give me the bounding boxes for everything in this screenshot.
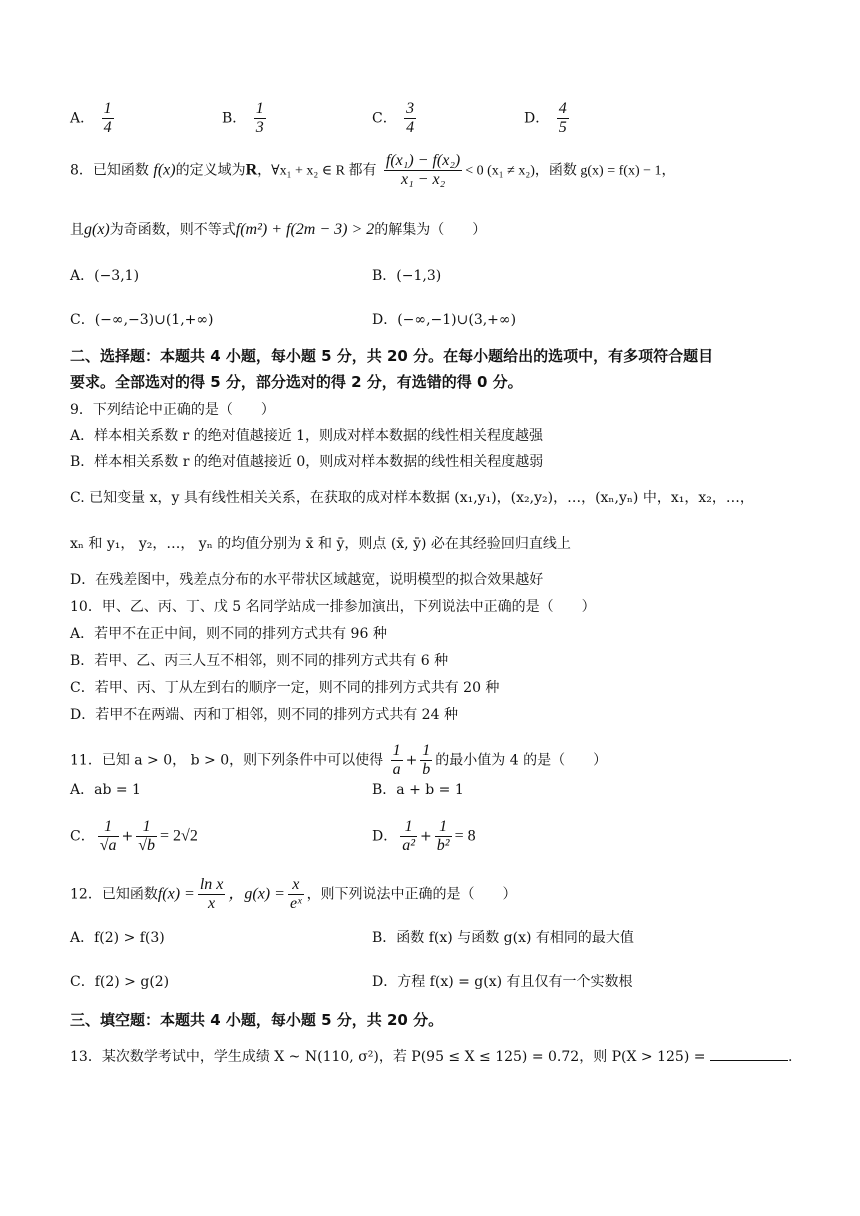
q9-option-b: B．样本相关系数 r 的绝对值越接近 0，则成对样本数据的线性相关程度越弱: [70, 454, 544, 470]
q12-stem: 12．已知函数f(x) = $\frac{\text{ln x}}{x}$ ，g(x) = $\frac{x}{\text{eˣ}}$ ，则下列说法中正确的是（ ）: [70, 876, 517, 912]
q11-d-frac-b: $\frac{1}{\text{b²}}$: [436, 818, 450, 854]
q9-stem: 9．下列结论中正确的是（ ）: [70, 402, 275, 418]
section2-heading-line1: 二、选择题：本题共 4 小题，每小题 5 分，共 20 分。在每小题给出的选项中，有多项符合题目: [70, 347, 714, 365]
q9-option-a: A．样本相关系数 r 的绝对值越接近 1，则成对样本数据的线性相关程度越强: [70, 428, 544, 444]
q11-c-frac-b: $\frac{1}{√b}$: [138, 818, 156, 854]
q11-option-b: B．a + b = 1: [372, 782, 464, 798]
q7-option-c: [372, 100, 419, 137]
q7-option-d-label: D．: [524, 110, 550, 127]
q7-option-c-fraction: $\frac{3}{4}$: [406, 100, 415, 136]
q8-stem-line2: 且g(x)为奇函数，则不等式f(m²) + f(2m − 3) > 2的解集为（ ）: [70, 221, 487, 238]
q11-option-a: A．ab = 1: [70, 782, 141, 798]
q9-option-c-line1: C. 已知变量 x，y 具有线性相关关系，在获取的成对样本数据 (x₁,y₁)，(x₂,y₂)，…，(xₙ,yₙ) 中，x₁，x₂，…，: [70, 490, 754, 506]
q11-option-d: D． $\frac{1}{\text{a²}}$ + $\frac{1}{\text{b²}}$ = 8: [372, 818, 476, 854]
q13-answer-blank[interactable]: [710, 1046, 788, 1061]
q8-stem-line1: 8．已知函数 f(x)的定义域为R，∀x₁ + x₂ ∈ R 都有 $\frac{\text{f(x₁) − f(x₂)}}{\text{x₁ − x₂}}$ < 0 (x₁ ≠ x₂)，函数 g(x) = f(x) − 1，: [70, 152, 676, 188]
q8-option-d: D．(−∞,−1)∪(3,+∞): [372, 312, 517, 328]
q10-option-c: C．若甲、丙、丁从左到右的顺序一定，则不同的排列方式共有 20 种: [70, 680, 500, 696]
q7-option-a: [70, 100, 117, 137]
q8-option-a: A．(−3,1): [70, 268, 140, 284]
q7-option-b-fraction: $\frac{1}{3}$: [255, 100, 264, 136]
q10-stem: 10．甲、乙、丙、丁、戊 5 名同学站成一排参加演出，下列说法中正确的是（ ）: [70, 599, 596, 615]
q12-f-fraction: $\frac{\text{ln x}}{x}$: [199, 876, 224, 912]
q8-fraction: $\frac{\text{f(x₁) − f(x₂)}}{\text{x₁ − x₂}}$: [385, 152, 461, 188]
q11-stem: 11．已知 a > 0， b > 0，则下列条件中可以使得 $\frac{1}{a}$ + $\frac{1}{b}$ 的最小值为 4 的是（ ）: [70, 742, 608, 778]
q7-option-d-fraction: $\frac{4}{5}$: [558, 100, 567, 136]
q7-option-b: [222, 100, 269, 137]
q7-option-b-label: B．: [222, 110, 247, 127]
q8-option-c: C．(−∞,−3)∪(1,+∞): [70, 312, 214, 328]
q10-option-a: A．若甲不在正中间，则不同的排列方式共有 96 种: [70, 626, 387, 642]
q9-option-c-line2: xₙ 和 y₁， y₂，…， yₙ 的均值分别为 x̄ 和 ȳ，则点 (x̄, ȳ) 必在其经验回归直线上: [70, 536, 571, 552]
q12-g-fraction: $\frac{x}{\text{eˣ}}$: [289, 876, 302, 912]
q7-option-d: [524, 100, 572, 137]
q12-option-b: B．函数 f(x) 与函数 g(x) 有相同的最大值: [372, 930, 634, 946]
q7-option-a-fraction: $\frac{1}{4}$: [103, 100, 112, 136]
q12-option-d: D．方程 f(x) = g(x) 有且仅有一个实数根: [372, 974, 633, 990]
q10-option-d: D．若甲不在两端、丙和丁相邻，则不同的排列方式共有 24 种: [70, 707, 458, 723]
q13-stem: 13．某次数学考试中，学生成绩 X ~ N(110, σ²)，若 P(95 ≤ X ≤ 125) = 0.72，则 P(X > 125) = .: [70, 1046, 792, 1067]
section2-heading-line2: 要求。全部选对的得 5 分，部分选对的得 2 分，有选错的得 0 分。: [70, 373, 523, 391]
q7-option-c-label: C．: [372, 110, 397, 127]
q8-option-b: B．(−1,3): [372, 268, 442, 284]
q9-option-d: D．在残差图中，残差点分布的水平带状区域越宽，说明模型的拟合效果越好: [70, 572, 544, 588]
q12-option-c: C．f(2) > g(2): [70, 974, 170, 990]
q7-option-a-label: A．: [70, 110, 95, 127]
q11-c-frac-a: $\frac{1}{√a}$: [99, 818, 117, 854]
q11-d-frac-a: $\frac{1}{\text{a²}}$: [402, 818, 416, 854]
q10-option-b: B．若甲、乙、丙三人互不相邻，则不同的排列方式共有 6 种: [70, 653, 449, 669]
q11-frac-1-over-a: $\frac{1}{a}$: [392, 742, 401, 778]
q11-frac-1-over-b: $\frac{1}{b}$: [422, 742, 431, 778]
section3-heading: 三、填空题：本题共 4 小题，每小题 5 分，共 20 分。: [70, 1011, 444, 1029]
q11-option-c: C． $\frac{1}{√a}$ + $\frac{1}{√b}$ = 2√2: [70, 818, 198, 854]
q12-option-a: A．f(2) > f(3): [70, 930, 165, 946]
